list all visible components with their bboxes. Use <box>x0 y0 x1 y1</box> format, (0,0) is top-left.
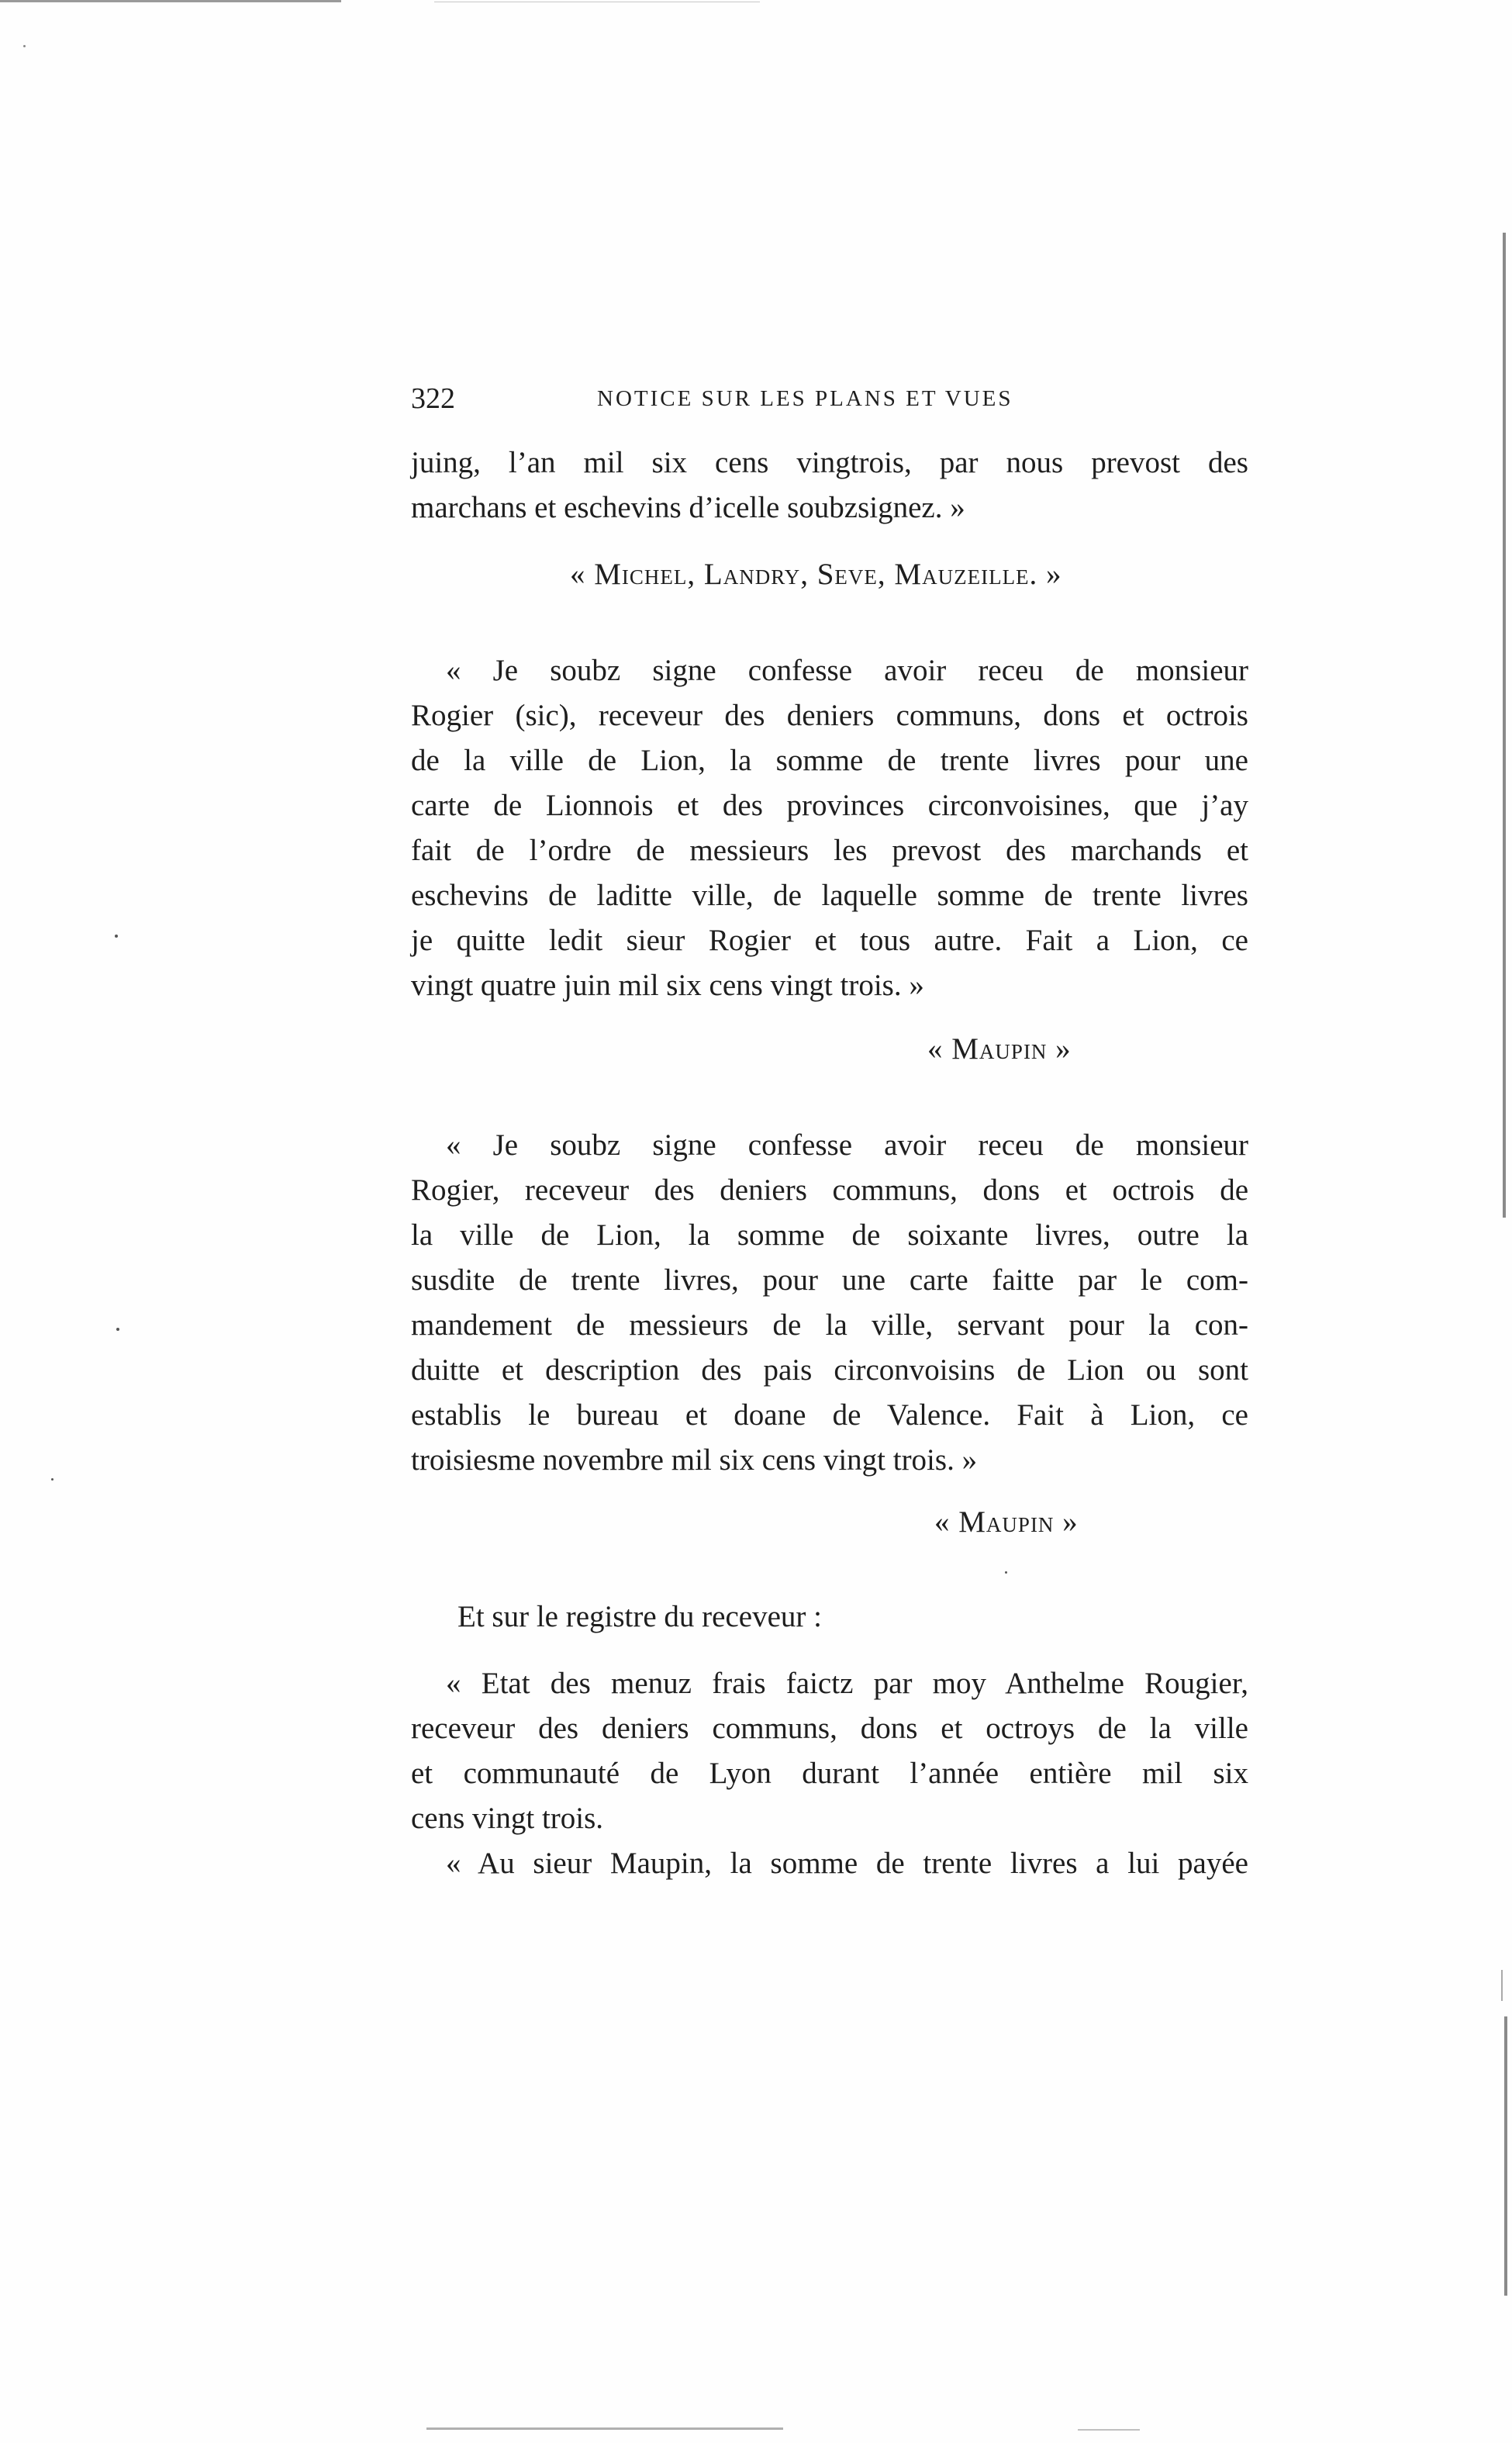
paragraph-2 <box>411 648 1248 1008</box>
scan-edge-right-tick <box>1501 1970 1503 2001</box>
text-line: je quitte ledit sieur Rogier et tous autre. Fait a Lion, ce <box>411 924 1248 957</box>
paragraph-1 <box>411 441 1248 530</box>
paragraph-5 <box>411 1661 1248 1886</box>
running-head-title: NOTICE SUR LES PLANS ET VUES <box>597 386 1013 411</box>
scan-speck <box>51 1478 54 1481</box>
text-line: « Etat des menuz frais faictz par moy Anthelme Rougier, <box>446 1667 1248 1700</box>
scan-edge-bottom-short <box>1078 2429 1140 2431</box>
scan-edge-right-upper <box>1503 233 1506 1218</box>
scan-speck <box>1005 1571 1007 1574</box>
text-line: Rogier (sic), receveur des deniers communs, dons et octrois <box>411 699 1248 732</box>
scan-edge-right-lower <box>1504 2016 1507 2296</box>
text-line: mandement de messieurs de la ville, servant pour la con- <box>411 1308 1248 1342</box>
text-line: receveur des deniers communs, dons et octroys de la ville <box>411 1712 1248 1745</box>
scan-speck <box>116 1328 119 1331</box>
text-line: fait de l’ordre de messieurs les prevost des marchands et <box>411 834 1248 867</box>
text-line: duitte et description des pais circonvoisins de Lion ou sont <box>411 1353 1248 1387</box>
scan-edge-top <box>0 0 341 2</box>
text-line: la ville de Lion, la somme de soixante livres, outre la <box>411 1218 1248 1252</box>
text-line: juing, l’an mil six cens vingtrois, par nous prevost des <box>411 446 1248 479</box>
text-line: susdite de trente livres, pour une carte faitte par le com- <box>411 1263 1248 1297</box>
signature-echevins: « Michel, Landry, Seve, Mauzeille. » <box>570 558 1062 591</box>
text-line: Et sur le registre du receveur : <box>457 1600 822 1633</box>
text-line: cens vingt trois. <box>411 1802 604 1835</box>
text-line: « Je soubz signe confesse avoir receu de monsieur <box>446 1128 1248 1162</box>
text-line: carte de Lionnois et des provinces circonvoisines, que j’ay <box>411 789 1248 822</box>
paragraph-4 <box>411 1595 1248 1640</box>
text-line: de la ville de Lion, la somme de trente livres pour une <box>411 744 1248 777</box>
text-line: establis le bureau et doane de Valence. Fait à Lion, ce <box>411 1398 1248 1432</box>
text-line: vingt quatre juin mil six cens vingt trois. » <box>411 969 924 1002</box>
signature-maupin-1: « Maupin » <box>927 1032 1072 1066</box>
paragraph-3 <box>411 1123 1248 1483</box>
scan-speck <box>23 45 26 47</box>
text-line: « Je soubz signe confesse avoir receu de monsieur <box>446 654 1248 687</box>
scan-speck <box>115 935 118 938</box>
text-line: Rogier, receveur des deniers communs, dons et octrois de <box>411 1173 1248 1207</box>
text-line: eschevins de laditte ville, de laquelle somme de trente livres <box>411 879 1248 912</box>
text-line: marchans et eschevins d’icelle soubzsignez. » <box>411 491 965 524</box>
scan-edge-bottom <box>426 2427 783 2430</box>
text-line: et communauté de Lyon durant l’année entière mil six <box>411 1757 1248 1790</box>
running-head <box>411 382 1248 420</box>
signature-maupin-2: « Maupin » <box>934 1505 1079 1539</box>
page-number: 322 <box>411 382 455 415</box>
text-line: troisiesme novembre mil six cens vingt trois. » <box>411 1443 978 1477</box>
text-line: « Au sieur Maupin, la somme de trente livres a lui payée <box>446 1847 1248 1880</box>
